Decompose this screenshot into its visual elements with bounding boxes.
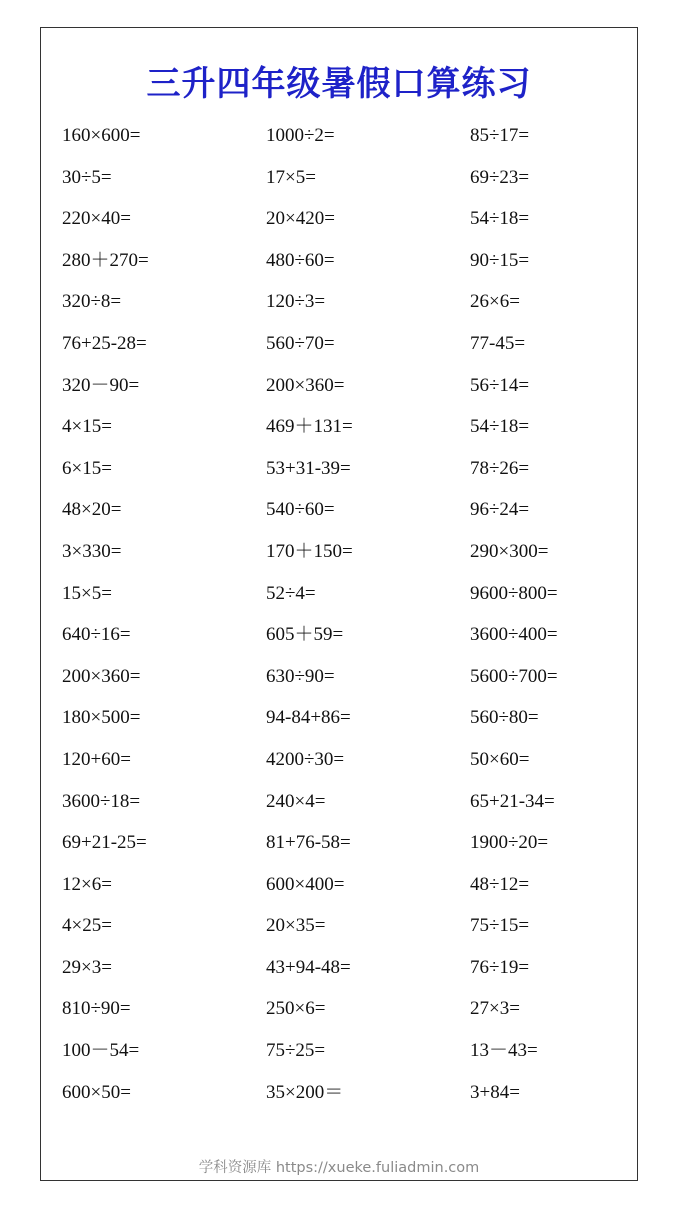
math-problem: 290×300= xyxy=(470,540,549,562)
math-problem: 170＋150= xyxy=(266,540,353,562)
math-problem: 200×360= xyxy=(62,665,141,687)
math-problem: 9600÷800= xyxy=(470,582,558,604)
math-problem: 65+21-34= xyxy=(470,790,555,812)
math-problem: 77-45= xyxy=(470,332,526,354)
math-problem: 12×6= xyxy=(62,873,112,895)
math-problem: 15×5= xyxy=(62,582,112,604)
math-problem: 600×400= xyxy=(266,873,345,895)
math-problem: 560÷80= xyxy=(470,707,539,729)
math-problem: 20×420= xyxy=(266,208,335,230)
math-problem: 560÷70= xyxy=(266,332,335,354)
math-problem: 53+31-39= xyxy=(266,457,351,479)
math-problem: 320－90= xyxy=(62,374,140,396)
problem-grid xyxy=(62,122,622,1120)
math-problem: 480÷60= xyxy=(266,249,335,271)
math-problem: 4×15= xyxy=(62,416,112,438)
math-problem: 3×330= xyxy=(62,540,122,562)
math-problem: 75÷15= xyxy=(470,915,530,937)
math-problem: 78÷26= xyxy=(470,457,530,479)
footer-watermark: 学科资源库 https://xueke.fuliadmin.com xyxy=(198,1160,480,1176)
math-problem: 76+25-28= xyxy=(62,332,147,354)
math-problem: 180×500= xyxy=(62,707,141,729)
math-problem: 120÷3= xyxy=(266,291,326,313)
worksheet-page xyxy=(40,27,638,1181)
math-problem: 3+84= xyxy=(470,1081,520,1103)
math-problem: 69+21-25= xyxy=(62,832,147,854)
math-problem: 810÷90= xyxy=(62,998,131,1020)
math-problem: 35×200＝ xyxy=(266,1081,344,1103)
math-problem: 76÷19= xyxy=(470,956,530,978)
math-problem: 540÷60= xyxy=(266,499,335,521)
math-problem: 27×3= xyxy=(470,998,520,1020)
math-problem: 50×60= xyxy=(470,748,530,770)
math-problem: 6×15= xyxy=(62,457,112,479)
math-problem: 48×20= xyxy=(62,499,122,521)
math-problem: 4200÷30= xyxy=(266,748,345,770)
math-problem: 160×600= xyxy=(62,125,141,146)
math-problem: 69÷23= xyxy=(470,166,530,188)
math-problem: 240×4= xyxy=(266,790,326,812)
math-problem: 320÷8= xyxy=(62,291,122,313)
math-problem: 52÷4= xyxy=(266,582,316,604)
math-problem: 3600÷400= xyxy=(470,624,558,646)
math-problem: 13－43= xyxy=(470,1040,538,1062)
math-problem: 81+76-58= xyxy=(266,832,351,854)
math-problem: 4×25= xyxy=(62,915,112,937)
math-problem: 640÷16= xyxy=(62,624,131,646)
math-problem: 43+94-48= xyxy=(266,956,351,978)
math-problem: 90÷15= xyxy=(470,249,530,271)
math-problem: 96÷24= xyxy=(470,499,530,521)
math-problem: 3600÷18= xyxy=(62,790,141,812)
math-problem: 1900÷20= xyxy=(470,832,549,854)
math-problem: 280＋270= xyxy=(62,249,149,271)
math-problem: 630÷90= xyxy=(266,665,335,687)
math-problem: 100－54= xyxy=(62,1040,140,1062)
math-problem: 30÷5= xyxy=(62,166,112,188)
math-problem: 17×5= xyxy=(266,166,316,188)
math-problem: 120+60= xyxy=(62,748,131,770)
math-problem: 220×40= xyxy=(62,208,131,230)
math-problem: 94-84+86= xyxy=(266,707,351,729)
math-problem: 1000÷2= xyxy=(266,125,335,146)
math-problem: 20×35= xyxy=(266,915,326,937)
math-problem: 600×50= xyxy=(62,1081,131,1103)
math-problem: 469＋131= xyxy=(266,416,353,438)
math-problem: 29×3= xyxy=(62,956,112,978)
math-problem: 5600÷700= xyxy=(470,665,558,687)
math-problem: 56÷14= xyxy=(470,374,530,396)
math-problem: 250×6= xyxy=(266,998,326,1020)
page-title: 三升四年级暑假口算练习 xyxy=(146,64,532,104)
math-problem: 48÷12= xyxy=(470,873,530,895)
math-problem: 85÷17= xyxy=(470,125,530,146)
math-problem: 200×360= xyxy=(266,374,345,396)
math-problem: 26×6= xyxy=(470,291,520,313)
math-problem: 54÷18= xyxy=(470,416,530,438)
math-problem: 54÷18= xyxy=(470,208,530,230)
math-problem: 605＋59= xyxy=(266,624,344,646)
math-problem: 75÷25= xyxy=(266,1040,326,1062)
